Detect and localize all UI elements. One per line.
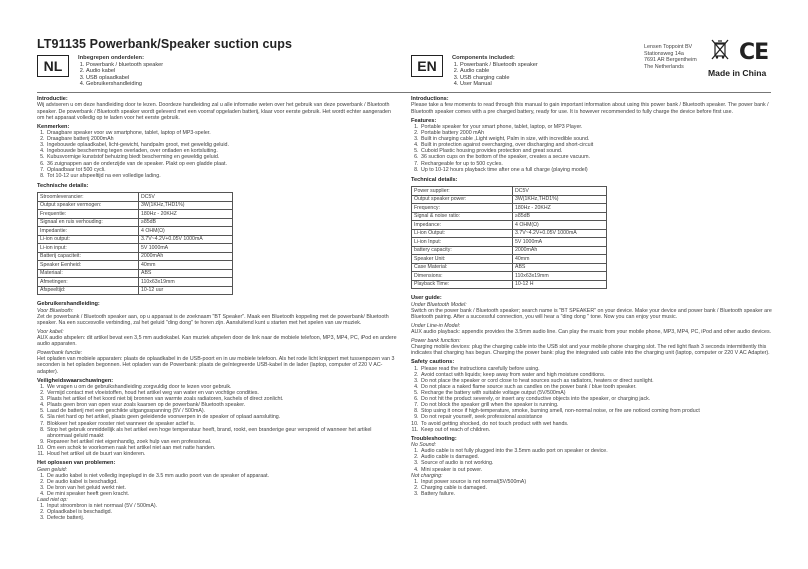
table-row — [412, 280, 607, 289]
list-item: 7. Do not block the speaker grill when the speaker is running. — [420, 402, 773, 408]
table-row — [38, 227, 233, 236]
list-item: 1. Please read the instructions carefully before using. — [420, 366, 773, 372]
list-item: 9. Do not repair yourself, seek professional assistance — [420, 414, 773, 420]
table-row — [412, 246, 607, 255]
table-row — [412, 238, 607, 247]
list-item: 4. Plaats geen bron van open vuur zoals kaarsen op de powerbank/ Bluetooth speaker. — [46, 402, 397, 408]
list-item: 3. De bron van het geluid werkt niet. — [46, 485, 397, 491]
nl-safety-list — [37, 384, 397, 457]
list-item: 4. User Manual — [460, 81, 538, 88]
nl-tech-title: Technische details: — [37, 182, 89, 189]
table-row — [38, 261, 233, 270]
ce-mark: CE — [739, 40, 769, 65]
table-cell: Stroomleverancier: — [38, 193, 139, 202]
table-row — [38, 201, 233, 210]
en-intro-title: Introductions: — [411, 96, 449, 102]
table-row — [38, 218, 233, 227]
list-item: 2. Audio cable is damaged. — [420, 454, 773, 460]
list-item: 2. Avoid contact with liquids; keep away from water and high moisture conditions. — [420, 372, 773, 378]
nl-spec-table — [37, 192, 233, 295]
table-cell: Materiaal: — [38, 269, 139, 278]
list-item: 1. Input power source is not normal(5V/500mA) — [420, 479, 773, 485]
table-cell: Afmetingen: — [38, 278, 139, 287]
nl-intro-title: Introductie: — [37, 96, 68, 102]
nl-trouble-sound-list — [37, 473, 397, 497]
list-item: 5. Recharge the battery with suitable voltage output (5V/500mA) — [420, 390, 773, 396]
table-cell: DC5V — [139, 193, 233, 202]
en-safety-list — [411, 366, 773, 433]
nl-usage-aux-head: Voor kabel: — [37, 328, 64, 335]
list-item: 8. Stop using it once if high-temperature, smoke, burning smell, non-normal noise, or fire are noticed coming from product — [420, 408, 773, 414]
table-row — [412, 272, 607, 281]
en-usage-pb-head: Power bank function: — [411, 338, 461, 345]
table-row — [412, 195, 607, 204]
table-cell: 2000mAh — [139, 252, 233, 261]
table-cell: 40mm — [139, 261, 233, 270]
table-row — [412, 263, 607, 272]
table-cell: Batterij capaciteit: — [38, 252, 139, 261]
list-item: 3. Plaats het artikel of het koord niet bij bronnen van warmte zoals radiatoren, kachels of direct zonlicht. — [46, 396, 397, 402]
table-cell: ABS — [513, 263, 607, 272]
table-cell: Li-ion Input: — [412, 238, 513, 247]
list-item: 3. Do not place the speaker or cord close to heat sources such as radiators, heaters or direct sunlight. — [420, 378, 773, 384]
address-line: Lensen Toppoint BV — [644, 44, 693, 50]
list-item: 1. Portable speaker for your smart phone, tablet, laptop, or MP3 Player. — [420, 124, 773, 130]
table-cell: Impedance: — [412, 221, 513, 230]
list-item: 4. Mini speaker is out power. — [420, 467, 773, 473]
list-item: 4. Gebruikershandleiding — [86, 81, 163, 88]
table-cell: 3W(1KHz,THD1%) — [513, 195, 607, 204]
table-cell: Li-ion output: — [38, 235, 139, 244]
list-item: 3. Ingebouwde oplaadkabel, licht-gewicht, handpalm groot, met geweldig geluid. — [46, 142, 397, 148]
page-title: LT91135 Powerbank/Speaker suction cups — [37, 37, 293, 51]
table-cell: Speaker Unit: — [412, 255, 513, 264]
list-item: 2. Draagbare batterij 2000mAh — [46, 136, 397, 142]
table-cell: Signaal en ruis verhouding: — [38, 218, 139, 227]
list-item: 5. Kubusvormige kunststof behuizing biedt bescherming en geweldig geluid. — [46, 154, 397, 160]
table-cell: Frequency: — [412, 204, 513, 213]
nl-trouble-sound-head: Geen geluid: — [37, 466, 68, 473]
list-item: 2. Audio kabel — [86, 68, 163, 75]
table-cell: 3.7V~4.2V+0.05V 1000mA — [139, 235, 233, 244]
en-trouble-sound-head: No Sound: — [411, 442, 437, 449]
table-row — [38, 244, 233, 253]
table-cell: Case Material: — [412, 263, 513, 272]
list-item: 11. Keep out of reach of children. — [420, 427, 773, 433]
nl-usage-bt-head: Voor Bluetooth: — [37, 307, 74, 314]
table-cell: Impedantie: — [38, 227, 139, 236]
table-row — [412, 229, 607, 238]
list-item: 1. We vragen u om de gebruikshandleiding zorgvuldig door te lezen voor gebruik. — [46, 384, 397, 390]
weee-bin-icon — [711, 39, 729, 61]
nl-safety-title: Veiligheidswaarschuwingen: — [37, 377, 114, 384]
table-cell: Dimensions: — [412, 272, 513, 281]
list-item: 6. Sla niet hard op het artikel, plaats geen geleidende voorwerpen in de speaker of oplaad aansluiting. — [46, 414, 397, 420]
table-cell: ≥85dB — [513, 212, 607, 221]
table-cell: 5V 1000mA — [513, 238, 607, 247]
table-cell: Signal & noise ratio: — [412, 212, 513, 221]
table-cell: 5V 1000mA — [139, 244, 233, 253]
table-cell: 4 OHM(Ω) — [139, 227, 233, 236]
table-cell: 180Hz - 20KHZ — [139, 210, 233, 219]
en-contents — [452, 55, 538, 88]
list-item: 9. Repareer het artikel niet eigenhandig, zoek hulp van een professional. — [46, 439, 397, 445]
en-trouble-charge-list — [411, 479, 773, 497]
list-item: 2. De audio kabel is beschadigd. — [46, 479, 397, 485]
en-usage-aux-text: AUX audio playback: appendix provides the 3.5mm audio line. Can play the music from your mobile phone, MP3, MP4, PC, iPod and other audio devices. — [411, 328, 772, 335]
list-item: 10. To avoid getting shocked, do not touch product with wet hands. — [420, 421, 773, 427]
table-row — [38, 269, 233, 278]
list-item: 4. Ingebouwde bescherming tegen overladen, over ontladen en kortsluiting. — [46, 148, 397, 154]
table-row — [38, 210, 233, 219]
table-cell: 3W(1KHz,THD1%) — [139, 201, 233, 210]
en-safety-title: Safety cautions: — [411, 359, 455, 366]
list-item: 4. De mini speaker heeft geen kracht. — [46, 491, 397, 497]
table-row — [38, 235, 233, 244]
en-usage-bt-head: Under Bluetooth Model: — [411, 301, 467, 308]
list-item: 5. Cuboid Plastic housing provides protection and great sound. — [420, 148, 773, 154]
made-in-label: Made in China — [708, 68, 767, 78]
list-item: 3. Built in charging cable ,Light weight, Palm in size, with incredible sound. — [420, 136, 773, 142]
nl-intro-text: Wij adviseren u om deze handleiding door te lezen. Doordeze handleiding zal u alle informatie weten over het gebruik van deze powerbank / Bluetooth speaker. De powerbank / Bluetooth speaker wordt geleverd met een voorraf opgeladen batterij, klaar voor eerste gebruik. Het wordt echter aangeraden om het apparaat volledig op te laden voor het eerste gebruik. — [37, 102, 391, 121]
list-item: 2. Audio cable — [460, 68, 538, 75]
en-features-list — [411, 124, 773, 173]
list-item: 3. USB charging cable — [460, 75, 538, 82]
en-column — [411, 96, 773, 497]
table-cell: 2000mAh — [513, 246, 607, 255]
en-contents-title: Components included: — [452, 55, 515, 61]
list-item: 1. Audio cable is not fully plugged into the 3.5mm audio port on speaker or device. — [420, 448, 773, 454]
list-item: 6. Do not hit the product severely, or insert any conductive objects into the speaker, or charging jack. — [420, 396, 773, 402]
nl-usage-aux-text: AUX audio afspelen: dit artikel bevat een 3,5 mm audiokabel. Kan muziek afspelen door de link naar de mobiele telefoon, MP3, MP4, PC, iPod en andere audio apparaten. — [37, 335, 397, 348]
address-line: 7691 AR Bergentheim — [644, 57, 697, 64]
nl-trouble-charge-head: Laad niet op: — [37, 497, 68, 503]
lang-code-nl: NL — [37, 55, 69, 77]
list-item: 10. Om een schok te voorkomen raak het artikel niet aan met natte handen. — [46, 445, 397, 451]
address-line: Stationsweg 14a — [644, 50, 684, 57]
table-cell: ABS — [139, 269, 233, 278]
en-tech-title: Technical details: — [411, 176, 458, 183]
en-usage-pb-text: Charging mobile devices: plug the charging cable into the USB slot and your mobile phone charging slot. The red light flash 3 seconds intermittently this indicates that charging has begun. Charging the power bank: plug the integrated usb cable into the charging unit (laptop, computer or 220 V AC Adapter). — [411, 344, 770, 357]
table-row — [38, 286, 233, 295]
table-cell: battery capacity: — [412, 246, 513, 255]
en-trouble-title: Troubleshooting: — [411, 435, 457, 442]
company-address — [644, 44, 697, 70]
en-intro-text: Please take a few moments to read through this manual to gain important information about using this power bank / Bluetooth speaker. The power bank / Bluetooth speaker comes with a pre charged battery, ready for use. It is however recommended to fully charge the device before first use. — [411, 102, 769, 115]
list-item: 2. Charging cable is damaged. — [420, 485, 773, 491]
table-cell: Output speaker vermogen: — [38, 201, 139, 210]
list-item: 2. Oplaadkabel is beschadigd. — [46, 509, 397, 515]
list-item: 1. Draagbare speaker voor uw smartphone, tablet, laptop of MP3-speler. — [46, 130, 397, 136]
table-cell: 110x63x19mm — [139, 278, 233, 287]
nl-usage-pb-text: Het opladen van mobiele apparaten: plaats de oplaadkabel in de USB-poort en in uw mobiele telefoon. Als het rode licht knippert met tussenpozen van 3 seconden is het opladen begonnen. Het opladen van de Powerbank: plaats de geïntegreerde USB-kabel in de lader (laptop, computer of 220 V AC-adapter). — [37, 356, 395, 375]
table-row — [412, 255, 607, 264]
list-item: 7. Oplaadbaar tot 500 cycli. — [46, 167, 397, 173]
table-row — [38, 278, 233, 287]
nl-column — [37, 96, 397, 521]
nl-trouble-charge-list — [37, 503, 397, 521]
nl-contents — [78, 55, 163, 88]
nl-usage-bt-text: Zet de powerbank / Bluetooth speaker aan, op u apparaat is de zoeknaam "BT Speaker". Maak een Bluetooth koppeling met de powerbank/ Bluetooth speaker. Na een succesvolle verbinding, zal het geluid "ding dong" te horen zijn. Aansluitend kunt u starten met het spelen van uw muziek. — [37, 313, 389, 326]
table-cell: 3.7V~4.2V+0.05V 1000mA — [513, 229, 607, 238]
list-item: 4. Do not place a naked flame source such as candles on the power bank / blue tooth speaker. — [420, 384, 773, 390]
list-item: 2. Portable battery 2000 mAh — [420, 130, 773, 136]
nl-features-title: Kenmerken: — [37, 123, 70, 130]
en-spec-table — [411, 186, 607, 289]
table-cell: 40mm — [513, 255, 607, 264]
table-row — [412, 212, 607, 221]
list-item: 8. Stop het gebruik onmiddellijk als het artikel een hoge temperatuur heeft, brand, rookt, een branderige geur verspreid of wanneer het artikel abnormaal geluid maakt — [46, 427, 397, 439]
nl-contents-title: Inbegrepen onderdelen: — [78, 55, 145, 61]
list-item: 3. Defecte batterij. — [46, 515, 397, 521]
en-trouble-charge-head: Not charging: — [411, 472, 443, 479]
table-cell: DC5V — [513, 187, 607, 196]
nl-usage-title: Gebruikershandleiding: — [37, 301, 100, 308]
table-row — [412, 221, 607, 230]
nl-features-list — [37, 130, 397, 179]
nl-trouble-title: Het oplossen van problemen: — [37, 460, 116, 467]
table-row — [38, 252, 233, 261]
table-cell: Li-ion input: — [38, 244, 139, 253]
list-item: 6. 36 zuignappen aan de onderzijde van de speaker. Plakt op een gladde plaat. — [46, 161, 397, 167]
table-row — [412, 187, 607, 196]
list-item: 7. Blokkeer het speaker rooster niet wanneer de speaker actief is. — [46, 421, 397, 427]
list-item: 11. Houd het artikel uit de buurt van kinderen. — [46, 451, 397, 457]
table-cell: 110x63x19mm — [513, 272, 607, 281]
table-cell: Output speaker power: — [412, 195, 513, 204]
list-item: 7. Rechargeable for up to 500 cycles. — [420, 161, 773, 167]
table-cell: Speaker Eenheid: — [38, 261, 139, 270]
lang-code-en: EN — [411, 55, 443, 77]
table-cell: ≥85dB — [139, 218, 233, 227]
list-item: 1. De audio kabel is niet volledig ingeplugd in de 3.5 mm audio poort van de speaker of apparaat. — [46, 473, 397, 479]
list-item: 6. 36 suction cups on the bottom of the speaker, creates a secure vacuum. — [420, 154, 773, 160]
address-line: The Netherlands — [644, 63, 684, 70]
table-row — [412, 204, 607, 213]
table-cell: Frequentie: — [38, 210, 139, 219]
list-item: 3. Source of audio is not working. — [420, 460, 773, 466]
divider — [37, 92, 771, 93]
list-item: 3. USB oplaadkabel — [86, 75, 163, 82]
list-item: 1. Powerbank / Bluetooth speaker — [460, 62, 538, 69]
list-item: 3. Battery failure. — [420, 491, 773, 497]
en-features-title: Features: — [411, 117, 437, 124]
table-cell: 180Hz - 20KHZ — [513, 204, 607, 213]
table-cell: Li-ion Output: — [412, 229, 513, 238]
list-item: 1. Input stroombron is niet normaal (5V / 500mA). — [46, 503, 397, 509]
table-cell: Playback Time: — [412, 280, 513, 289]
table-cell: 10-12 H — [513, 280, 607, 289]
table-cell: Power supplier: — [412, 187, 513, 196]
en-usage-bt-text: Switch on the power bank / Bluetooth speaker; search name is "BT SPEAKER" on your device. Make your device and power bank / Bluetooth speaker are Bluetooth pairing. After a successful connection, you will hear a "ding dong " tone. Now you can enjoy your music. — [411, 307, 772, 320]
list-item: 8. Up to 10-12 hours playback time after one a full charge (playing model) — [420, 167, 773, 173]
en-trouble-sound-list — [411, 448, 773, 472]
list-item: 2. Vermijd contact met vloeistoffen, houd het artikel weg van water en van vochtige condities. — [46, 390, 397, 396]
list-item: 4. Built in protection against overcharging, over discharging and short-circuit — [420, 142, 773, 148]
table-cell: 10-12 uur — [139, 286, 233, 295]
nl-usage-pb-head: Powerbank functie: — [37, 350, 83, 357]
table-cell: Afspeeltijd: — [38, 286, 139, 295]
list-item: 8. Tot 10-12 uur afspeeltijd na een volledige lading. — [46, 173, 397, 179]
en-usage-title: User guide: — [411, 295, 442, 302]
table-row — [38, 193, 233, 202]
list-item: 1. Powerbank / bluetooth speaker — [86, 62, 163, 69]
en-usage-aux-head: Under Line-in Model: — [411, 322, 461, 329]
list-item: 5. Laad de batterij met een geschikte uitgangsspanning (5V / 500mA). — [46, 408, 397, 414]
table-cell: 4 OHM(Ω) — [513, 221, 607, 230]
